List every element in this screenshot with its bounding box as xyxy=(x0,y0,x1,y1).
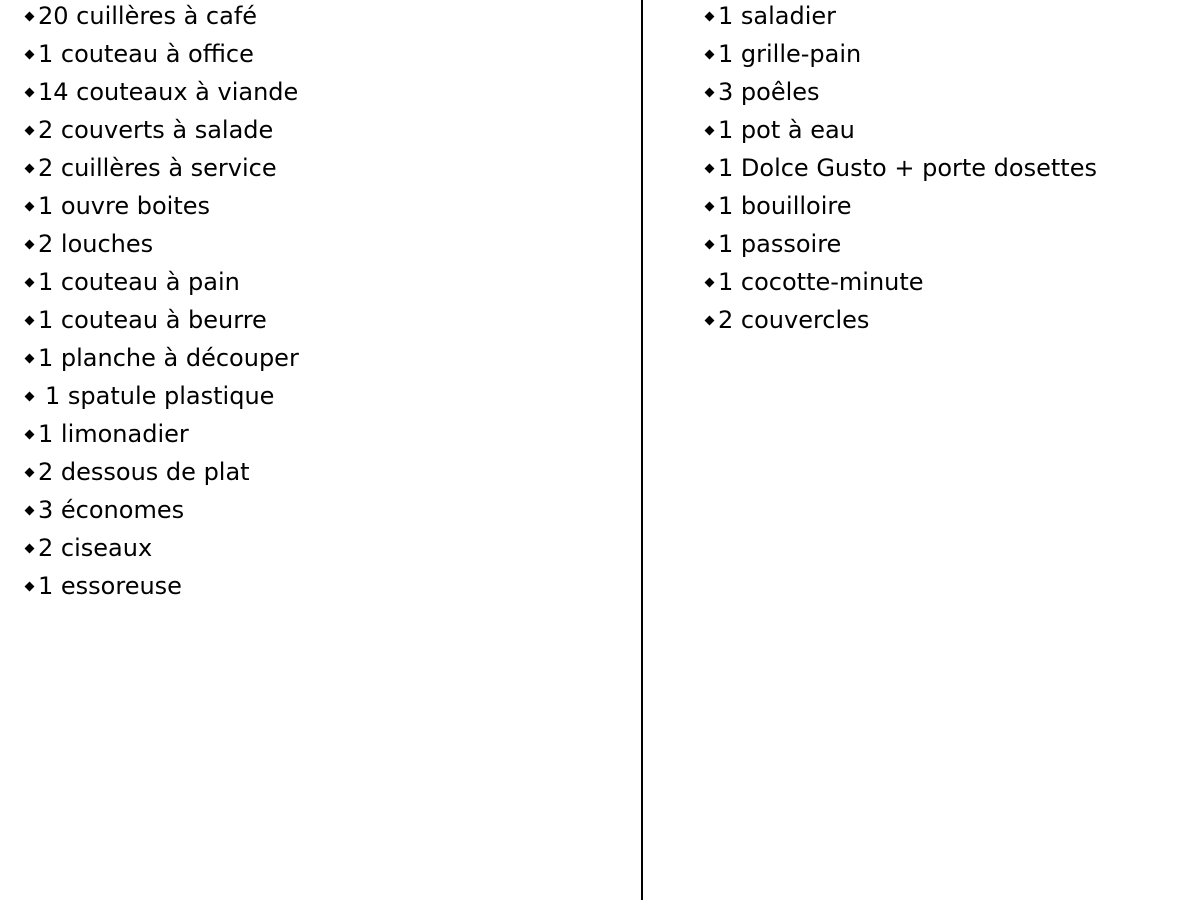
item-label: 1 essoreuse xyxy=(38,572,182,600)
diamond-bullet-icon xyxy=(705,11,715,21)
diamond-bullet-icon xyxy=(705,239,715,249)
diamond-bullet-icon xyxy=(25,505,35,515)
diamond-bullet-icon xyxy=(705,87,715,97)
list-item xyxy=(704,0,1184,35)
item-label: 1 pot à eau xyxy=(718,116,855,144)
item-label: 1 grille-pain xyxy=(718,40,862,68)
item-label: 2 cuillères à service xyxy=(38,154,277,182)
diamond-bullet-icon xyxy=(25,125,35,135)
list-item xyxy=(24,491,624,529)
list-item xyxy=(24,377,624,415)
column-divider xyxy=(641,0,643,900)
list-item xyxy=(704,301,1184,339)
item-label: 1 ouvre boites xyxy=(38,192,210,220)
diamond-bullet-icon xyxy=(25,277,35,287)
item-label: 3 poêles xyxy=(718,78,820,106)
list-item xyxy=(24,529,624,567)
diamond-bullet-icon xyxy=(705,201,715,211)
item-label: 2 louches xyxy=(38,230,154,258)
diamond-bullet-icon xyxy=(25,87,35,97)
item-label: 2 couvercles xyxy=(718,306,870,334)
item-label: 1 couteau à pain xyxy=(38,268,240,296)
diamond-bullet-icon xyxy=(705,163,715,173)
list-item xyxy=(704,111,1184,149)
list-item xyxy=(24,415,624,453)
list-item xyxy=(24,35,624,73)
list-item xyxy=(704,187,1184,225)
list-item xyxy=(704,149,1184,187)
diamond-bullet-icon xyxy=(25,49,35,59)
diamond-bullet-icon xyxy=(25,543,35,553)
item-label: 1 Dolce Gusto + porte dosettes xyxy=(718,154,1097,182)
right-item-list xyxy=(704,0,1184,339)
diamond-bullet-icon xyxy=(25,11,35,21)
list-item xyxy=(704,35,1184,73)
list-item xyxy=(24,73,624,111)
item-label: 1 spatule plastique xyxy=(45,382,275,410)
diamond-bullet-icon xyxy=(705,315,715,325)
list-item xyxy=(24,567,624,605)
list-item xyxy=(24,339,624,377)
item-label: 1 limonadier xyxy=(38,420,189,448)
item-label: 2 dessous de plat xyxy=(38,458,250,486)
list-item xyxy=(24,149,624,187)
item-label: 1 planche à découper xyxy=(38,344,299,372)
list-item xyxy=(704,225,1184,263)
list-item xyxy=(24,0,624,35)
item-label: 2 couverts à salade xyxy=(38,116,274,144)
diamond-bullet-icon xyxy=(25,467,35,477)
list-item xyxy=(24,263,624,301)
item-label: 20 cuillères à café xyxy=(38,2,258,30)
list-item xyxy=(24,187,624,225)
item-label: 14 couteaux à viande xyxy=(38,78,299,106)
item-label: 1 couteau à beurre xyxy=(38,306,267,334)
diamond-bullet-icon xyxy=(25,353,35,363)
item-label: 1 saladier xyxy=(718,2,837,30)
item-label: 3 économes xyxy=(38,496,185,524)
list-item xyxy=(704,73,1184,111)
diamond-bullet-icon xyxy=(25,201,35,211)
diamond-bullet-icon xyxy=(25,581,35,591)
item-label: 2 ciseaux xyxy=(38,534,153,562)
diamond-bullet-icon xyxy=(25,239,35,249)
item-label: 1 bouilloire xyxy=(718,192,852,220)
item-label: 1 passoire xyxy=(718,230,842,258)
diamond-bullet-icon xyxy=(705,49,715,59)
diamond-bullet-icon xyxy=(25,391,35,401)
item-label: 1 cocotte-minute xyxy=(718,268,924,296)
diamond-bullet-icon xyxy=(705,125,715,135)
list-item xyxy=(24,301,624,339)
diamond-bullet-icon xyxy=(25,315,35,325)
item-label: 1 couteau à office xyxy=(38,40,254,68)
list-item xyxy=(24,111,624,149)
list-item xyxy=(704,263,1184,301)
list-item xyxy=(24,453,624,491)
list-item xyxy=(24,225,624,263)
diamond-bullet-icon xyxy=(705,277,715,287)
left-item-list xyxy=(24,0,624,605)
diamond-bullet-icon xyxy=(25,163,35,173)
diamond-bullet-icon xyxy=(25,429,35,439)
